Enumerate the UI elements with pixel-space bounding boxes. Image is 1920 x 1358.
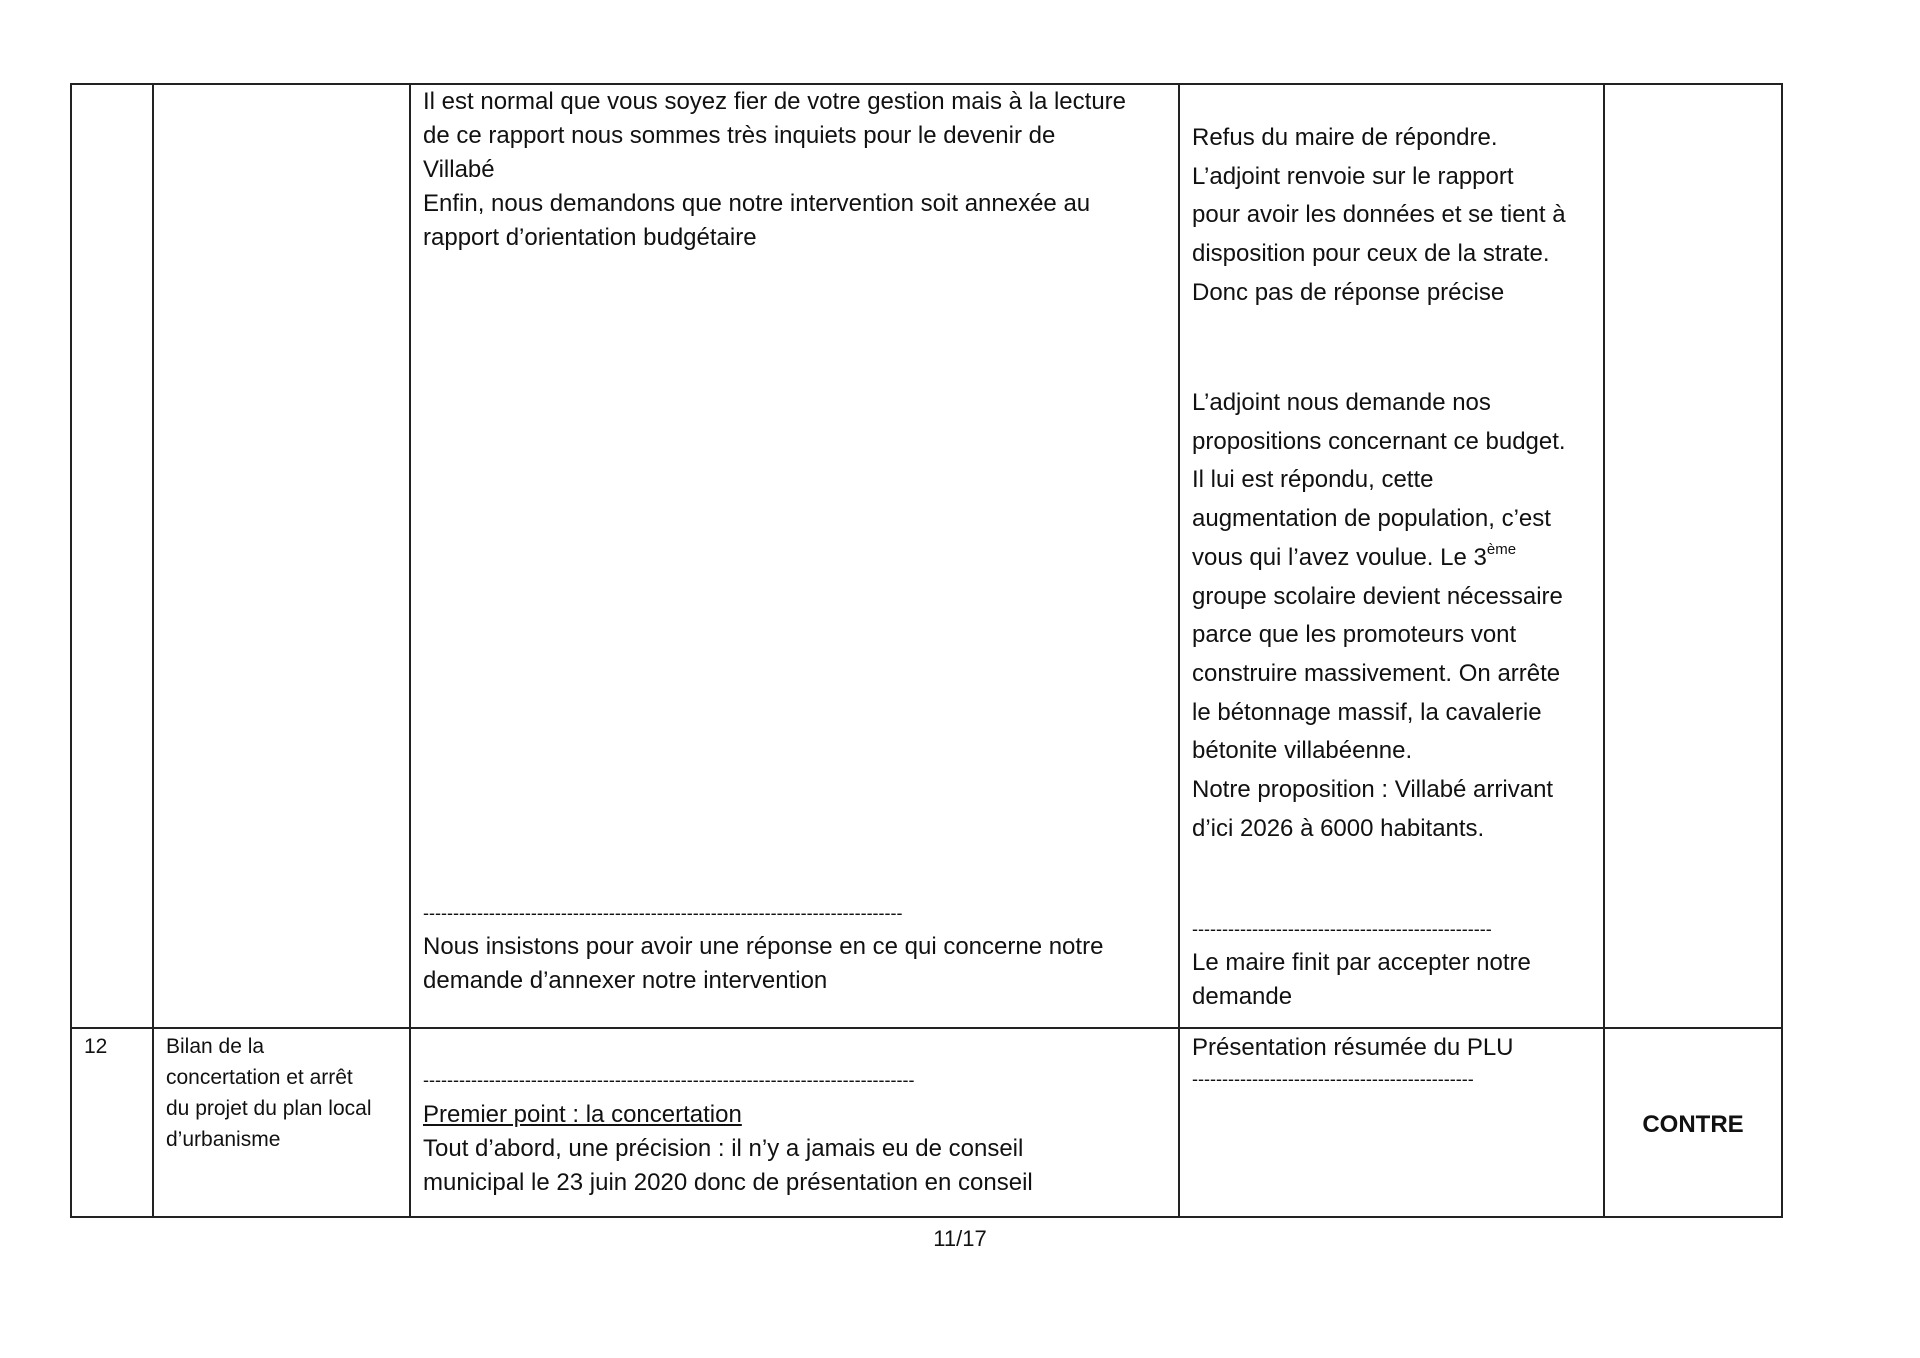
text-line: groupe scolaire devient nécessaire <box>1192 582 1563 610</box>
text-line: Enfin, nous demandons que notre intervention soit annexée au <box>423 190 1091 217</box>
section-heading: Premier point : la concertation <box>423 1101 742 1128</box>
table-border-bottom <box>70 1216 1783 1218</box>
intervention-followup <box>423 930 1103 998</box>
text-line: Villabé <box>423 156 495 183</box>
text-line: Le maire finit par accepter notre <box>1192 949 1531 976</box>
page-number: 11/17 <box>933 1226 987 1251</box>
text-line: demande d’annexer notre intervention <box>423 967 828 994</box>
separator-line: ---------------------------------------------------------------------------------- <box>423 1070 915 1090</box>
separator-line: -------------------------------------------------- <box>1192 919 1492 939</box>
text-line: Il est normal que vous soyez fier de votre gestion mais à la lecture <box>423 88 1127 115</box>
text-line: disposition pour ceux de la strate. <box>1192 240 1550 268</box>
text-line: d’urbanisme <box>166 1128 281 1151</box>
response-block-1 <box>1192 119 1566 313</box>
intervention-text <box>423 85 1126 255</box>
table-col-divider-4 <box>1603 83 1605 1218</box>
concertation-text <box>423 1098 1033 1200</box>
text-line: Donc pas de réponse précise <box>1192 278 1505 306</box>
plu-summary: Présentation résumée du PLU <box>1192 1034 1514 1061</box>
text-line: augmentation de population, c’est <box>1192 505 1551 533</box>
response-followup <box>1192 946 1531 1014</box>
text-line: L’adjoint nous demande nos <box>1192 389 1491 416</box>
separator-line: -------------------------------------------------------------------------------- <box>423 903 903 923</box>
table-col-divider-1 <box>152 83 154 1218</box>
text-fragment: vous qui l’avez voulue. Le 3 <box>1192 543 1487 571</box>
text-line: L’adjoint renvoie sur le rapport <box>1192 162 1514 190</box>
table-col-divider-2 <box>409 83 411 1218</box>
text-line: concertation et arrêt <box>166 1066 353 1089</box>
text-line: propositions concernant ce budget. <box>1192 427 1566 455</box>
text-line: municipal le 23 juin 2020 donc de présentation en conseil <box>423 1169 1033 1196</box>
text-line: parce que les promoteurs vont <box>1192 621 1517 649</box>
row-number: 12 <box>84 1035 108 1058</box>
text-line: demande <box>1192 983 1293 1010</box>
superscript: ème <box>1486 540 1517 558</box>
table-border-right <box>1781 83 1783 1218</box>
text-line-with-superscript <box>1192 539 1566 578</box>
text-line: rapport d’orientation budgétaire <box>423 224 757 251</box>
table-col-divider-3 <box>1178 83 1180 1218</box>
text-line: Il lui est répondu, cette <box>1192 466 1434 494</box>
text-line: le bétonnage massif, la cavalerie <box>1192 698 1542 726</box>
text-line: Refus du maire de répondre. <box>1192 124 1498 151</box>
text-line: Notre proposition : Villabé arrivant <box>1192 776 1554 804</box>
text-line: de ce rapport nous sommes très inquiets pour le devenir de <box>423 122 1056 149</box>
text-line: Bilan de la <box>166 1035 265 1058</box>
table-border-left <box>70 83 72 1218</box>
text-line: bétonite villabéenne. <box>1192 737 1413 765</box>
agenda-item-title <box>166 1031 371 1155</box>
text-line: pour avoir les données et se tient à <box>1192 201 1566 229</box>
response-block-2 <box>1192 384 1566 848</box>
text-line: du projet du plan local <box>166 1097 372 1120</box>
text-line: d’ici 2026 à 6000 habitants. <box>1192 814 1485 842</box>
text-line: Tout d’abord, une précision : il n’y a jamais eu de conseil <box>423 1135 1024 1162</box>
text-line: construire massivement. On arrête <box>1192 659 1561 687</box>
vote-result: CONTRE <box>1642 1111 1744 1138</box>
separator-line: ----------------------------------------------- <box>1192 1069 1474 1089</box>
table-row-divider <box>70 1027 1783 1029</box>
text-line: Nous insistons pour avoir une réponse en ce qui concerne notre <box>423 933 1104 960</box>
